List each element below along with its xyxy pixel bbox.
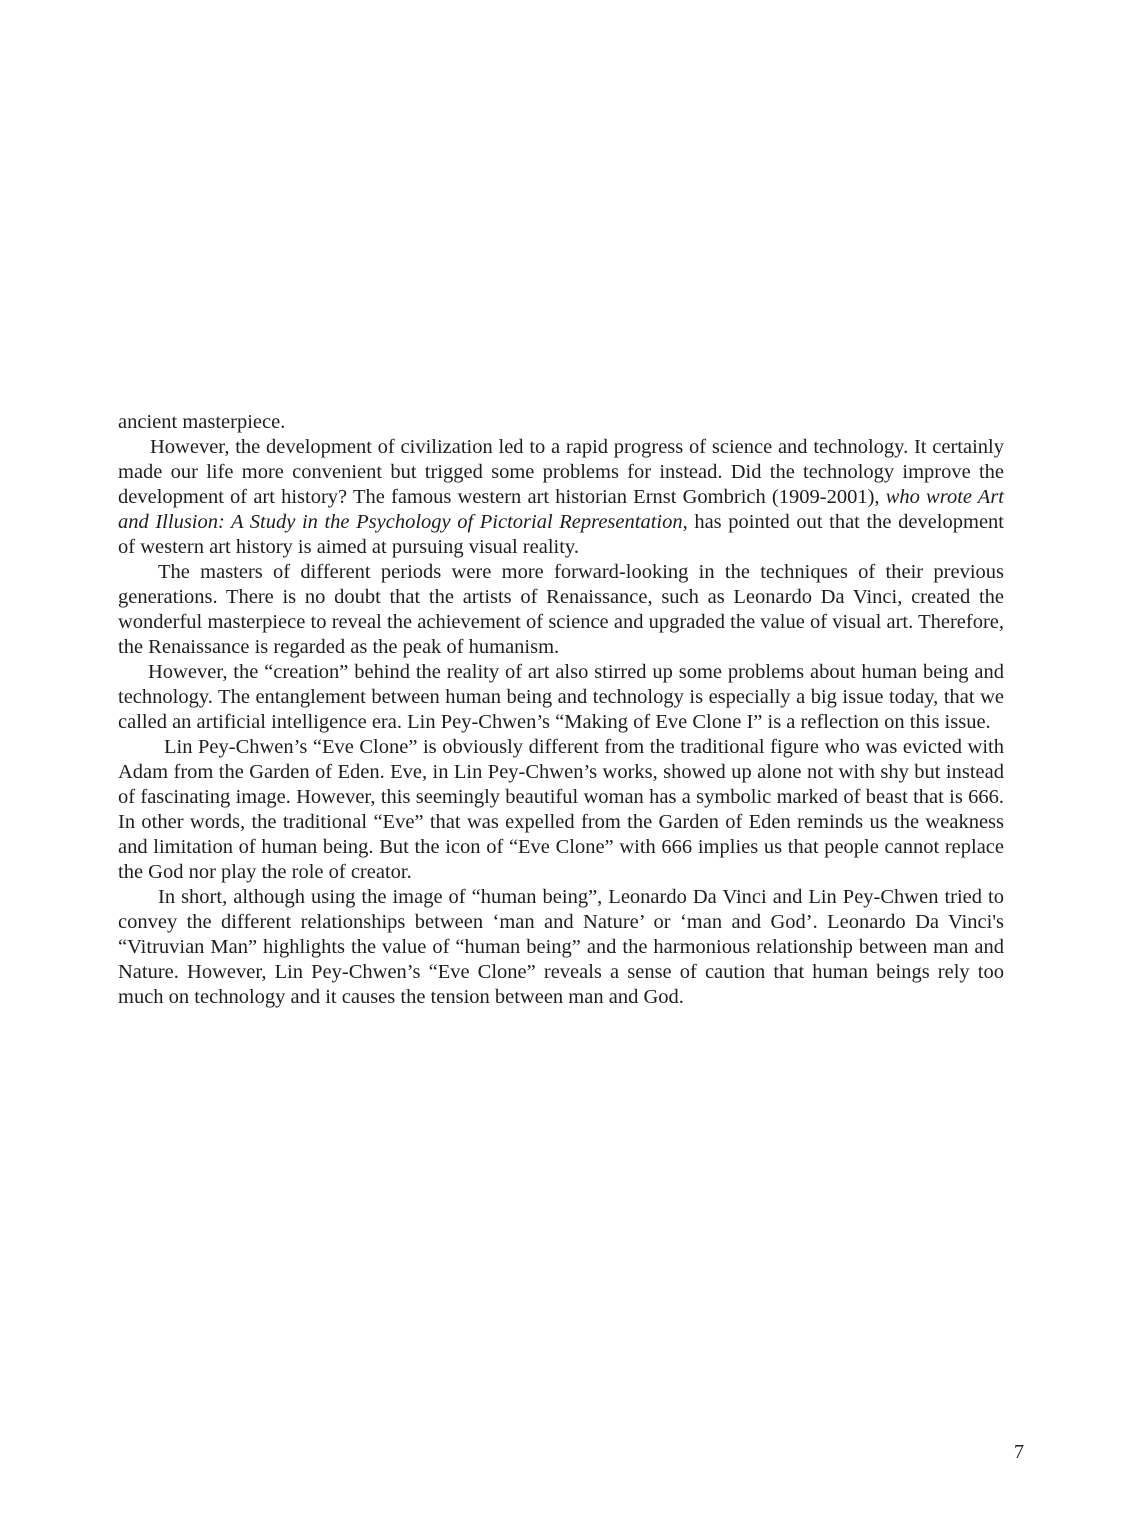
paragraph: The masters of different periods were more forward-looking in the techniques of their previous generations. There is no doubt that the artists of Renaissance, such as Leonardo Da Vinci, created the wonderful masterpiece to reveal the achievement of science and upgraded the value of visual art. Therefore, the Renaissance is regarded as the peak of humanism. [118,561,1004,658]
paragraph: However, the “creation” behind the reality of art also stirred up some problems about human being and technology. The entanglement between human being and technology is especially a big issue today, that we called an artificial intelligence era. Lin Pey-Chwen’s “Making of Eve Clone I” is a reflection on this issue. [118,661,1004,733]
body-text [118,410,1004,1010]
paragraph: ancient masterpiece. [118,411,286,433]
page-number: 7 [1014,1441,1024,1463]
paragraph-text: However, the development of civilization led to a rapid progress of science and technology. It certainly made our life more convenient but trigged some problems for instead. Did the technology improve the development of art history? The famous western art historian Ernst Gombrich (1909-2001), [118,436,1004,508]
book-title-emphasis: who wrote Art and Illusion: A Study in the Psychology of Pictorial Representation [118,486,1004,533]
paragraph: In short, although using the image of “human being”, Leonardo Da Vinci and Lin Pey-Chwen tried to convey the different relationships between ‘man and Nature’ or ‘man and God’. Leonardo Da Vinci's “Vitruvian Man” highlights the value of “human being” and the harmonious relationship between man and Nature. However, Lin Pey-Chwen’s “Eve Clone” reveals a sense of caution that human beings rely too much on technology and it causes the tension between man and God. [118,886,1004,1008]
paragraph-text: , has pointed out that the development of western art history is aimed at pursuing visual reality. [118,511,1004,558]
paragraph: Lin Pey-Chwen’s “Eve Clone” is obviously different from the traditional figure who was evicted with Adam from the Garden of Eden. Eve, in Lin Pey-Chwen’s works, showed up alone not with shy but instead of fascinating image. However, this seemingly beautiful woman has a symbolic marked of beast that is 666. In other words, the traditional “Eve” that was expelled from the Garden of Eden reminds us the weakness and limitation of human being. But the icon of “Eve Clone” with 666 implies us that people cannot replace the God nor play the role of creator. [118,736,1004,883]
paragraph [118,435,1004,560]
